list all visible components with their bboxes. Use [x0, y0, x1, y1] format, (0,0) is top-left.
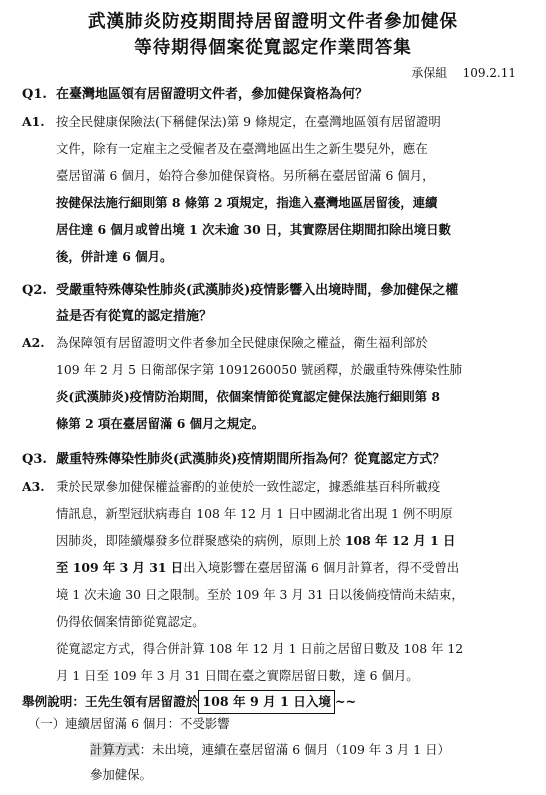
question-number: Q2.: [22, 283, 47, 298]
entry-date-box: 108 年 9 月 1 日入境: [198, 690, 335, 714]
example-tail: ~~: [335, 694, 357, 709]
answer-line: 境 1 次未逾 30 日之限制。至於 109 年 3 月 31 日以後倘疫情尚未結束，: [56, 587, 464, 602]
answer-1: [22, 108, 522, 270]
answer-line: 臺居留滿 6 個月，始符合參加健保資格。另所稱在臺居留滿 6 個月，: [56, 168, 435, 183]
answer-number: A1.: [22, 114, 45, 129]
question-text: 嚴重特殊傳染性肺炎(武漢肺炎)疫情期間所指為何？從寬認定方式？: [56, 452, 446, 467]
answer-line: 為保障領有居留證明文件者參加全民健康保險之權益，衛生福利部於: [56, 335, 428, 350]
answer-line: 按全民健康保險法(下稱健保法)第 9 條規定，在臺灣地區領有居留證明: [56, 114, 441, 129]
case-1-calculation: [90, 737, 450, 762]
calculation-text: ：未出境，連續在臺居留滿 6 個月（109 年 3 月 1 日）: [139, 742, 450, 757]
answer-line: 從寬認定方式，得合併計算 108 年 12 月 1 日前之居留日數及 108 年 12: [56, 641, 464, 656]
answer-line: 月 1 日至 109 年 3 月 31 日間在臺之實際居留日數，達 6 個月。: [56, 668, 419, 683]
document-title-line-1: 武漢肺炎防疫期間持居留證明文件者參加健保: [88, 12, 458, 32]
answer-line: 仍得依個案情節從寬認定。: [56, 614, 205, 629]
question-number: Q3.: [22, 452, 47, 467]
answer-line-emphasis: 後，併計達 6 個月。: [56, 249, 173, 264]
answer-line-emphasis: 按健保法施行細則第 8 條第 2 項規定，指進入臺灣地區居留後，連續: [56, 195, 438, 210]
example-lead: 舉例說明：王先生領有居留證於: [22, 694, 199, 709]
date-emphasis: 至 109 年 3 月 31 日: [56, 560, 184, 575]
question-number: Q1.: [22, 87, 47, 102]
answer-line: 情訊息，新型冠狀病毒自 108 年 12 月 1 日中國湖北省出現 1 例不明原: [56, 506, 453, 521]
answer-3: [22, 473, 522, 689]
document-title-line-2: 等待期得個案從寬認定作業問答集: [134, 38, 412, 58]
answer-line-emphasis: 條第 2 項在臺居留滿 6 個月之規定。: [56, 416, 264, 431]
calculation-label: 計算方式: [90, 742, 140, 757]
case-1-calculation-tail: 參加健保。: [90, 767, 152, 782]
example-heading: [22, 690, 356, 714]
document-meta: [411, 64, 516, 81]
question-2: [22, 278, 522, 330]
date-emphasis: 108 年 12 月 1 日: [344, 533, 456, 548]
answer-text: 因肺炎，即陸續爆發多位群聚感染的病例，原則上於: [56, 533, 345, 548]
answer-line: [22, 527, 522, 554]
answer-line: [22, 554, 522, 581]
answer-line-emphasis: 居住達 6 個月或曾出境 1 次未逾 30 日，其實際居住期間扣除出境日數: [56, 222, 451, 237]
question-3: [22, 447, 522, 473]
document-date: 109.2.11: [462, 66, 516, 80]
answer-line: 秉於民眾參加健保權益審酌的並使於一致性認定，據悉維基百科所載疫: [56, 479, 441, 494]
answer-2: [22, 329, 522, 437]
question-text-line-1: 受嚴重特殊傳染性肺炎(武漢肺炎)疫情影響入出境時間，參加健保之權: [56, 283, 459, 298]
question-1: [22, 82, 522, 108]
case-1-heading: （一）連續居留滿 6 個月：不受影響: [28, 716, 230, 731]
answer-number: A2.: [22, 335, 45, 350]
question-text-line-2: 益是否有從寬的認定措施？: [56, 309, 213, 324]
answer-line-emphasis: 炎(武漢肺炎)疫情防治期間，依個案情節從寬認定健保法施行細則第 8: [56, 389, 440, 404]
answer-number: A3.: [22, 479, 45, 494]
answer-text: 出入境影響在臺居留滿 6 個月計算者，得不受曾出: [183, 560, 460, 575]
answer-line: 109 年 2 月 5 日衛部保字第 1091260050 號函釋，於嚴重特殊傳染性肺: [56, 362, 463, 377]
answer-line: 文件，除有一定雇主之受僱者及在臺灣地區出生之新生嬰兒外，應在: [56, 141, 428, 156]
department-label: 承保組: [411, 66, 448, 80]
question-text: 在臺灣地區領有居留證明文件者，參加健保資格為何？: [56, 87, 369, 102]
